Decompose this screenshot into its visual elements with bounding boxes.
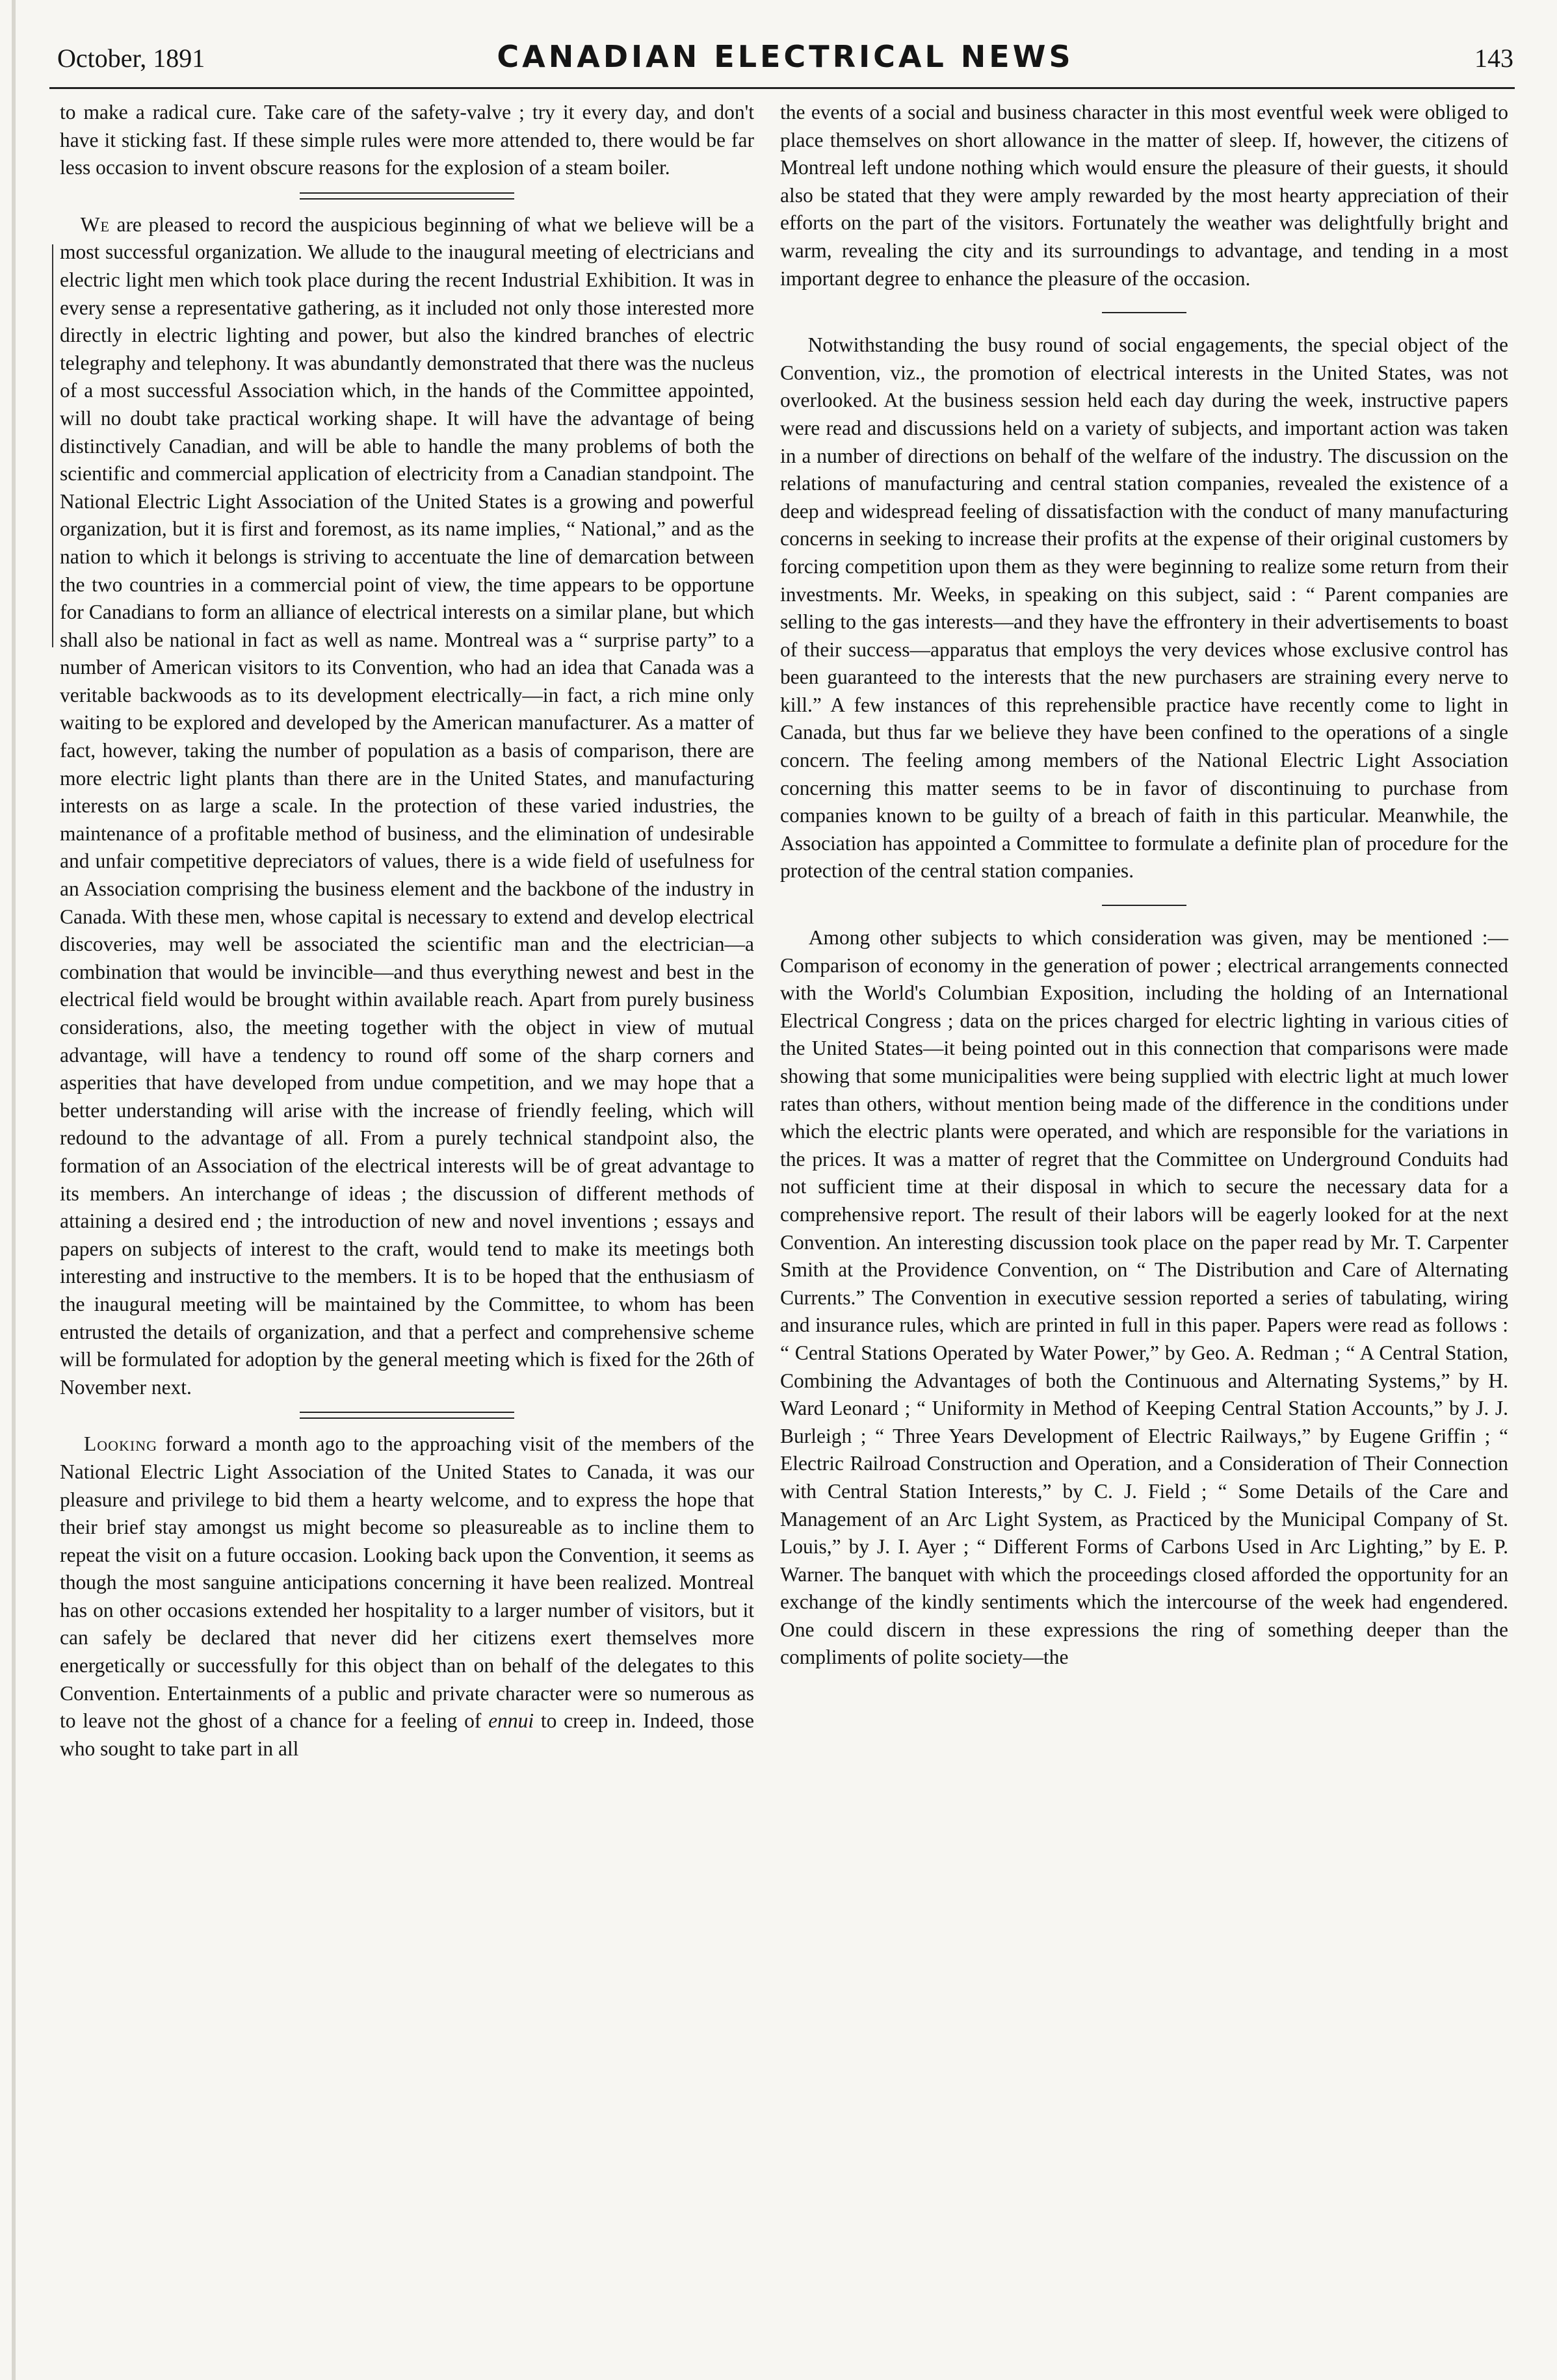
left-paragraph-3-end: to creep in. Indeed, those who sought to take part in all [60, 1709, 754, 1760]
page-number: 143 [1474, 44, 1513, 73]
right-paragraph-2-text: Notwithstanding the busy round of social engagements, the special object of the Convention, viz., the promotion of electrical interests in the United States, was not overlooked. At the business session held each day during the week, instructive papers were read and discussions held on a variety of subjects, and important action was taken in a number of directions on behalf of the welfare of the industry. The discussion on the relations of manufacturing and central station companies, revealed the existence of a deep and widespread feeling of dissatisfaction with the conduct of many manufacturing concerns in seeking to increase their profits at the expense of their original customers by forcing competition upon them as they were beginning to realize some return from their investments. Mr. Weeks, in speaking on this subject, said : “ Parent companies are selling to the gas interests—and they have the effrontery in their advertisements to boast of their success—apparatus that employs the very devices whose exclusive control has been guaranteed to the interests that the new purchasers are straining every nerve to kill.” A few instances of this reprehensible practice have recently come to light in Canada, but thus far we believe they have been confined to the operations of a single concern. The feeling among members of the National Electric Light Association concerning this matter seems to be in favor of discontinuing to purchase from companies known to be guilty of a breach of faith in this particular. Meanwhile, the Association has appointed a Committee to formulate a definite plan of procedure for the protection of the central station companies. [780, 333, 1509, 883]
left-paragraph-3-text: forward a month ago to the approaching visit of the members of the National Electric Light Association of the United States to Canada, it was our pleasure and privilege to bid them a hearty welcome, and to express the hope that their brief stay amongst us might become so pleasureable as to incline them to repeat the visit on a future occasion. Looking back upon the Convention, it seems as though the most sanguine anticipations concerning it have been realized. Montreal has on other occasions extended her hospitality to a larger number of visitors, but it can safely be declared that never did her citizens exert themselves more energetically or successfully for this object than on behalf of the delegates to this Convention. Entertainments of a public and private character were so numerous as to leave not the ghost of a chance for a feeling of [60, 1432, 754, 1733]
right-paragraph-3 [780, 924, 1508, 1672]
double-rule-separator [300, 192, 514, 200]
right-paragraph-2 [780, 331, 1508, 885]
header-rule [49, 87, 1515, 89]
italic-word: ennui [488, 1709, 534, 1733]
issue-date: October, 1891 [57, 44, 205, 73]
left-column [60, 99, 754, 1763]
rule-separator [1102, 905, 1186, 906]
right-paragraph-3-text: Among other subjects to which consideration was given, may be mentioned :—Comparison of economy in the generation of power ; electrical arrangements connected with the World's Columbian Exposition, including the holding of an International Electrical Congress ; data on the prices charged for electric lighting in various cities of the United States—it being pointed out in this connection that comparisons were made showing that some municipalities were being supplied with electric light at much lower rates than others, without mention being made of the difference in the conditions under which the electric plants were operated, and which are responsible for the variations in the prices. It was a matter of regret that the Committee on Underground Conduits had not sufficient time at their disposal in which to secure the necessary data for a comprehensive report. The result of their labors will be eagerly looked for at the next Convention. An interesting discussion took place on the paper read by Mr. T. Carpenter Smith at the Providence Convention, on “ The Distribution and Care of Alternating Currents.” The Convention in executive session reported a series of tabulating, wiring and insurance rules, which are printed in full in this paper. Papers were read as follows : “ Central Stations Operated by Water Power,” by Geo. A. Redman ; “ A Central Station, Combining the Advantages of both the Continuous and Alternating Systems,” by H. Ward Leonard ; “ Uniformity in Method of Keeping Central Station Accounts,” by J. J. Burleigh ; “ Three Years Development of Electric Railways,” by Eugene Griffin ; “ Electric Railroad Construction and Operation, and a Consideration of Their Connection with Central Station Interests,” by C. J. Field ; “ Some Details of the Care and Management of an Arc Light System, as Practiced by the Municipal Company of St. Louis,” by J. I. Ayer ; “ Different Forms of Carbons Used in Arc Lighting,” by E. P. Warner. The banquet with which the proceedings closed afforded the opportunity for an exchange of the kindly sentiments which the intercourse of the week had engendered. One could discern in these expressions the ring of something deeper than the compliments of polite society—the [780, 926, 1508, 1669]
left-paragraph-1: to make a radical cure. Take care of the safety-valve ; try it every day, and don't have it sticking fast. If these simple rules were more attended to, there would be far less occasion to invent obscure reasons for the explosion of a steam boiler. [60, 101, 754, 179]
binding-edge [12, 0, 16, 2380]
left-paragraph-3 [60, 1430, 754, 1763]
left-paragraph-2 [60, 211, 754, 1402]
masthead: CANADIAN ELECTRICAL NEWS [497, 39, 1074, 74]
double-rule-separator [300, 1412, 514, 1419]
rule-separator [1102, 312, 1186, 313]
margin-mark [52, 244, 53, 647]
lead-word: We [80, 213, 110, 236]
lead-word: Looking [84, 1432, 158, 1456]
page-header [57, 38, 1513, 77]
right-column [780, 99, 1508, 1672]
right-paragraph-1: the events of a social and business character in this most eventful week were obliged to place themselves on short allowance in the matter of sleep. If, however, the citizens of Montreal left undone nothing which would ensure the pleasure of their guests, it should also be stated that they were amply rewarded by the most hearty appreciation of their efforts on the part of the visitors. Fortunately the weather was delightfully bright and warm, revealing the city and its surroundings to advantage, and tending in a most important degree to enhance the pleasure of the occasion. [780, 101, 1508, 290]
left-paragraph-2-text: are pleased to record the auspicious beginning of what we believe will be a most successful organization. We allude to the inaugural meeting of electricians and electric light men which took place during the recent Industrial Exhibition. It was in every sense a representative gathering, as it included not only those interested more directly in electric lighting and power, but also the kindred branches of electric telegraphy and telephony. It was abundantly demonstrated that there was the nucleus of a most successful Association which, in the hands of the Committee appointed, will no doubt take practical working shape. It will have the advantage of being distinctively Canadian, and will be able to handle the many problems of both the scientific and commercial application of electricity from a Canadian standpoint. The National Electric Light Association of the United States is a growing and powerful organization, but it is first and foremost, as its name implies, “ National,” and as the nation to which it belongs is striving to accentuate the line of demarcation between the two countries in a commercial point of view, the time appears to be opportune for Canadians to form an alliance of electrical interests on a similar plane, but which shall also be national in fact as well as name. Montreal was a “ surprise party” to a number of American visitors to its Convention, who had an idea that Canada was a veritable backwoods as to its development electrically—in fact, a rich mine only waiting to be explored and developed by the American manufacturer. As a matter of fact, however, taking the number of population as a basis of comparison, there are more electric light plants than there are in the United States, and manufacturing interests on as large a scale. In the protection of these varied industries, the maintenance of a profitable method of business, and the elimination of undesirable and unfair competitive depreciators of values, there is a wide field of usefulness for an Association comprising the business element and the backbone of the industry in Canada. With these men, whose capital is necessary to extend and develop electrical discoveries, may well be associated the scientific man and the electrician—a combination that would be invincible—and thus everything newest and best in the electrical field would be brought within available reach. Apart from purely business considerations, also, the meeting together with the object in view of mutual advantage, will have a tendency to round off some of the sharp corners and asperities that have developed from undue competition, and we may hope that a better understanding will arise with the increase of friendly feeling, which will redound to the advantage of all. From a purely technical standpoint also, the formation of an Association of the electrical interests will be of great advantage to its members. An interchange of ideas ; the discussion of different methods of attaining a desired end ; the introduction of new and novel inventions ; essays and papers on subjects of interest to the craft, would tend to make its meetings both interesting and instructive to the members. It is to be hoped that the enthusiasm of the inaugural meeting will be maintained by the Committee, to whom has been entrusted the details of organization, and that a perfect and comprehensive scheme will be formulated for adoption by the general meeting which is fixed for the 26th of November next. [60, 213, 755, 1399]
